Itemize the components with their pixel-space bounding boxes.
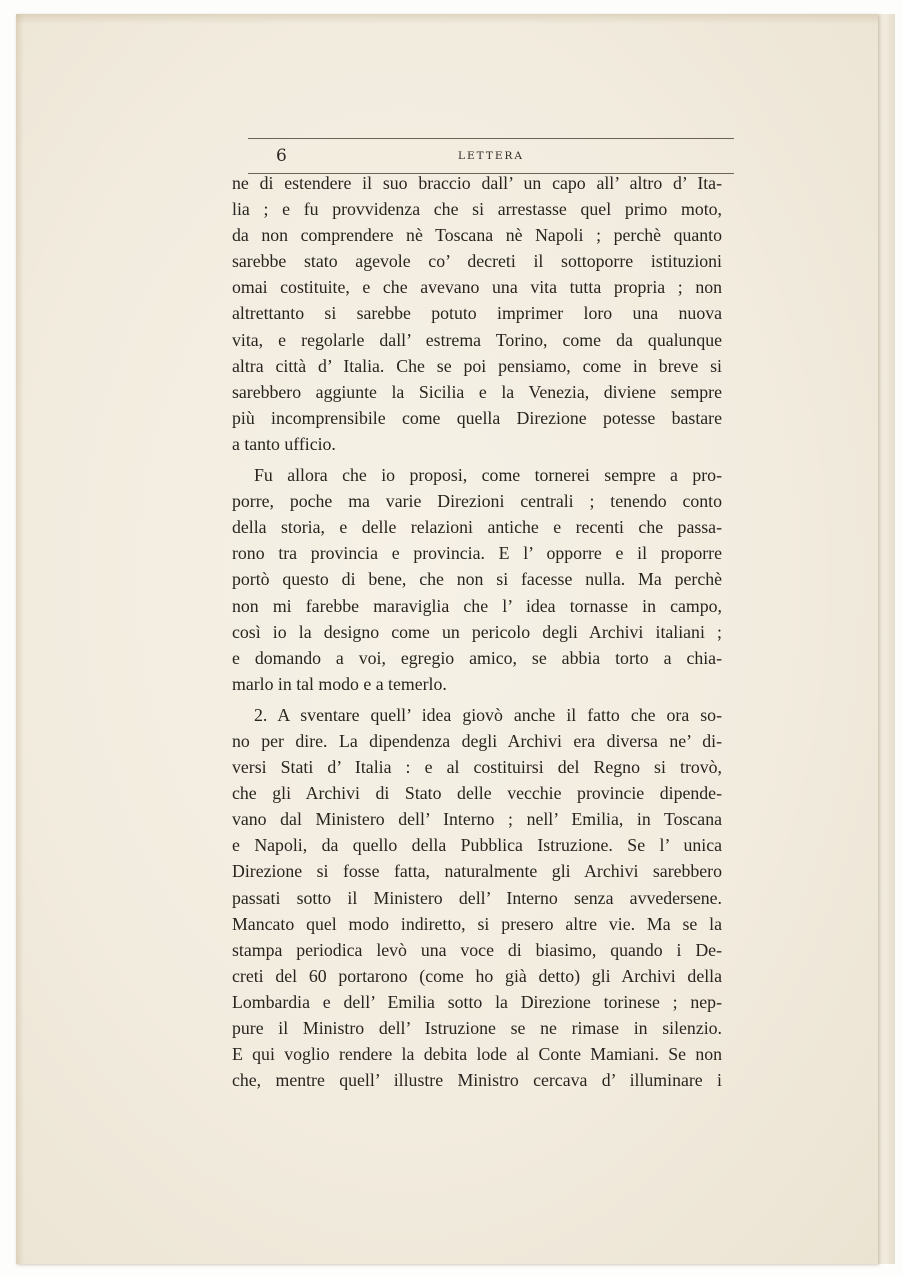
text-line: sarebbe stato agevole co’ decreti il sottoporre istituzioni <box>232 251 722 272</box>
text-line: sarebbero aggiunte la Sicilia e la Venezia, diviene sempre <box>232 381 722 402</box>
text-line: stampa periodica levò una voce di biasimo, quando i De- <box>232 939 722 960</box>
text-line: passati sotto il Ministero dell’ Interno senza avvedersene. <box>232 887 722 908</box>
text-line: altrettanto si sarebbe potuto imprimer loro una nuova <box>232 303 722 324</box>
text-line: Lombardia e dell’ Emilia sotto la Direzione torinese ; nep- <box>232 991 722 1012</box>
text-line: versi Stati d’ Italia : e al costituirsi del Regno si trovò, <box>232 757 722 778</box>
text-line: Direzione si fosse fatta, naturalmente gli Archivi sarebbero <box>232 861 722 882</box>
text-line: 2. A sventare quell’ idea giovò anche il fatto che ora so- <box>254 704 722 725</box>
text-line: da non comprendere nè Toscana nè Napoli ; perchè quanto <box>232 225 722 246</box>
text-line: pure il Ministro dell’ Istruzione se ne rimase in silenzio. <box>232 1018 722 1038</box>
body-text <box>232 170 722 1093</box>
text-line: vita, e regolarle dall’ estrema Torino, come da qualunque <box>232 329 722 350</box>
text-line: portò questo di bene, che non si facesse nulla. Ma perchè <box>232 569 722 590</box>
text-line: della storia, e delle relazioni antiche e recenti che passa- <box>232 517 722 538</box>
text-line: creti del 60 portarono (come ho già detto) gli Archivi della <box>232 965 722 986</box>
page-number: 6 <box>276 146 287 166</box>
text-line: lia ; e fu provvidenza che si arrestasse quel primo moto, <box>232 199 722 220</box>
text-line: che gli Archivi di Stato delle vecchie provincie dipende- <box>232 783 722 804</box>
text-line: che, mentre quell’ illustre Ministro cercava d’ illuminare i <box>232 1070 722 1091</box>
text-line: rono tra provincia e provincia. E l’ opporre e il proporre <box>232 543 722 564</box>
text-line: no per dire. La dipendenza degli Archivi era diversa ne’ di- <box>232 730 722 751</box>
text-line: porre, poche ma varie Direzioni centrali ; tenendo conto <box>232 491 722 512</box>
text-line: Mancato quel modo indiretto, si presero altre vie. Ma se la <box>232 913 722 934</box>
text-line: altra città d’ Italia. Che se poi pensiamo, come in breve si <box>232 355 722 376</box>
text-line: omai costituite, e che avevano una vita tutta propria ; non <box>232 277 722 298</box>
text-line: ne di estendere il suo braccio dall’ un capo all’ altro d’ Ita- <box>232 173 722 193</box>
text-line: E qui voglio rendere la debita lode al Conte Mamiani. Se non <box>232 1044 722 1065</box>
text-line: più incomprensibile come quella Direzione potesse bastare <box>232 407 722 428</box>
running-head: LETTERA <box>458 150 524 162</box>
page-header <box>248 138 734 174</box>
text-line: e Napoli, da quello della Pubblica Istruzione. Se l’ unica <box>232 835 722 856</box>
text-line: non mi farebbe maraviglia che l’ idea tornasse in campo, <box>232 595 722 616</box>
text-line: così io la designo come un pericolo degli Archivi italiani ; <box>232 621 722 642</box>
text-line: Fu allora che io proposi, come tornerei sempre a pro- <box>254 465 722 486</box>
text-line: e domando a voi, egregio amico, se abbia torto a chia- <box>232 647 722 668</box>
text-line: marlo in tal modo e a temerlo. <box>232 673 447 694</box>
text-line: a tanto ufficio. <box>232 433 336 454</box>
text-line: vano dal Ministero dell’ Interno ; nell’ Emilia, in Toscana <box>232 809 722 830</box>
